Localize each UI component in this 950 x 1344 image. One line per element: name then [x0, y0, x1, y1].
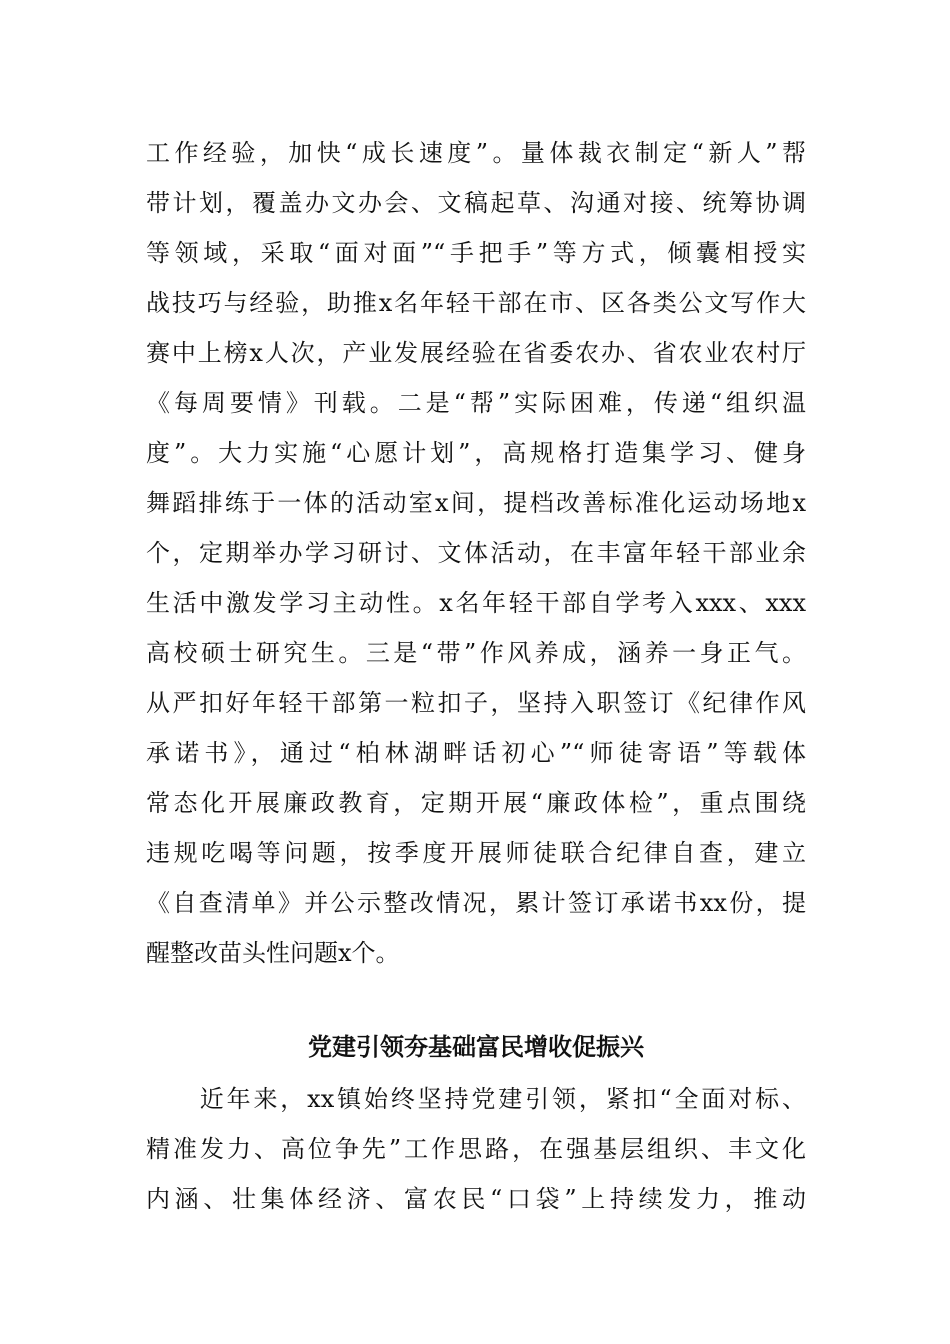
text-line: 违规吃喝等问题，按季度开展师徒联合纪律自查，建立 [146, 839, 806, 867]
text-line: 度”。大力实施“心愿计划”，高规格打造集学习、健身 [146, 439, 806, 467]
section-title: 党建引领夯基础富民增收促振兴 [308, 1032, 644, 1061]
text-line: 《每周要情》刊载。二是“帮”实际困难，传递“组织温 [146, 389, 806, 417]
text-line: 《自查清单》并公示整改情况，累计签订承诺书xx份，提 [146, 889, 806, 917]
text-line: 工作经验，加快“成长速度”。量体裁衣制定“新人”帮 [146, 139, 806, 167]
text-line: 生活中激发学习主动性。x名年轻干部自学考入xxx、xxx [146, 589, 806, 617]
text-line: 赛中上榜x人次，产业发展经验在省委农办、省农业农村厅 [146, 339, 806, 367]
text-line: 从严扣好年轻干部第一粒扣子，坚持入职签订《纪律作风 [146, 689, 806, 717]
text-line: 高校硕士研究生。三是“带”作风养成，涵养一身正气。 [146, 639, 806, 667]
text-line: 战技巧与经验，助推x名年轻干部在市、区各类公文写作大 [146, 289, 806, 317]
text-line: 承诺书》，通过“柏林湖畔话初心”“师徒寄语”等载体 [146, 739, 806, 767]
text-line: 舞蹈排练于一体的活动室x间，提档改善标准化运动场地x [146, 489, 806, 517]
text-line: 个，定期举办学习研讨、文体活动，在丰富年轻干部业余 [146, 539, 806, 567]
text-line: 常态化开展廉政教育，定期开展“廉政体检”，重点围绕 [146, 789, 806, 817]
text-line: 近年来，xx镇始终坚持党建引领，紧扣“全面对标、 [146, 1085, 806, 1113]
text-line: 醒整改苗头性问题x个。 [146, 939, 400, 967]
text-line: 内涵、壮集体经济、富农民“口袋”上持续发力，推动 [146, 1185, 806, 1213]
text-line: 带计划，覆盖办文办会、文稿起草、沟通对接、统筹协调 [146, 189, 806, 217]
text-line: 精准发力、高位争先”工作思路，在强基层组织、丰文化 [146, 1135, 806, 1163]
text-line: 等领域，采取“面对面”“手把手”等方式，倾囊相授实 [146, 239, 806, 267]
